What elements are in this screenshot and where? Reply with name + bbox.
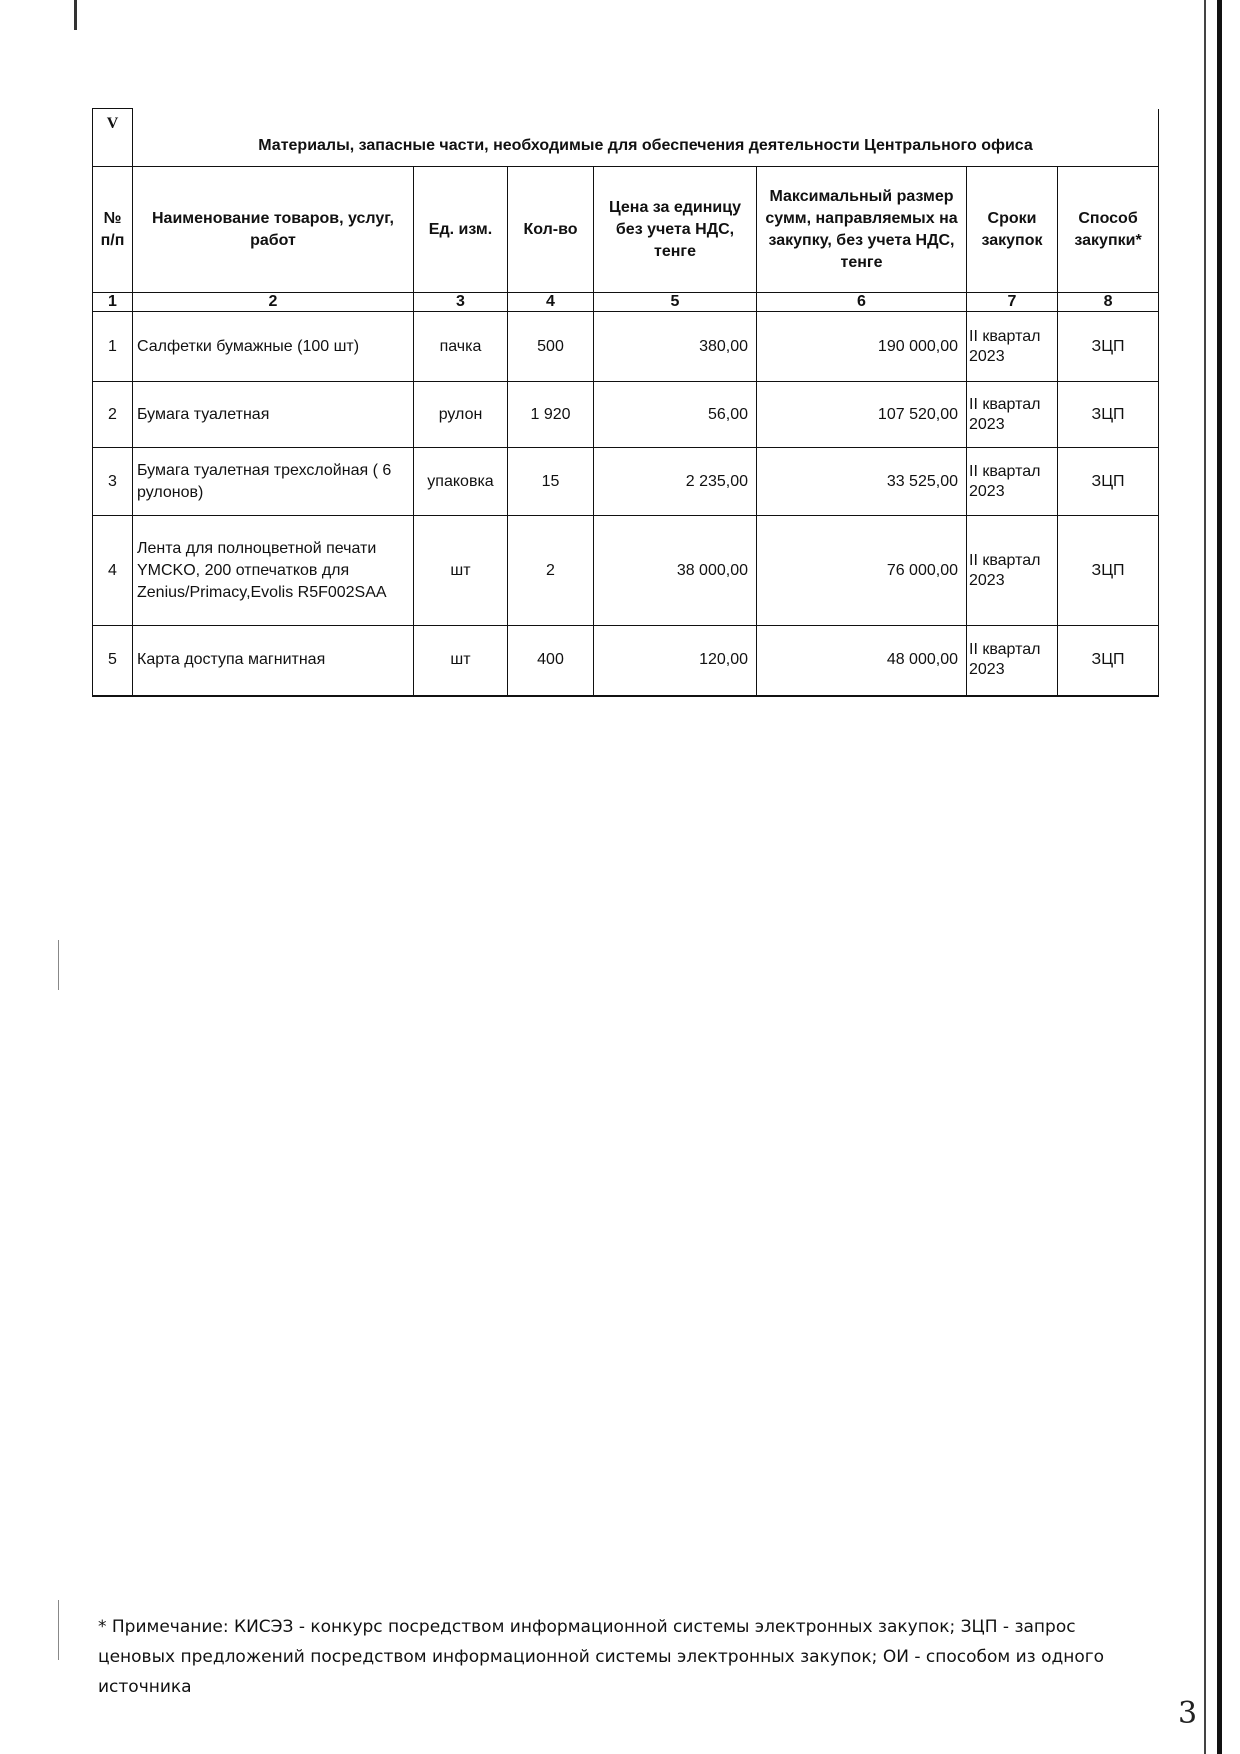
column-index: 1: [93, 293, 133, 312]
footnote: * Примечание: КИСЭЗ - конкурс посредством информационной системы электронных закупок; ЗЦП - запрос ценовых предложений посредством информационной системы электронных закупок; ОИ - способом из одного источника: [98, 1617, 1105, 1697]
row-qty: 15: [508, 448, 594, 516]
row-qty: 1 920: [508, 382, 594, 448]
scan-edge-line: [1204, 0, 1206, 1754]
row-price: 380,00: [594, 312, 757, 382]
header-method: Способ закупки*: [1058, 167, 1159, 293]
scan-mark: [58, 1600, 59, 1660]
row-name: Лента для полноцветной печати YMCKO, 200 отпечатков для Zenius/Primacy,Evolis R5F002SAA: [133, 516, 414, 626]
row-qty: 500: [508, 312, 594, 382]
row-no: 2: [93, 382, 133, 448]
procurement-table: [92, 108, 1159, 697]
column-index: 2: [133, 293, 414, 312]
header-total: Максимальный размер сумм, направляемых на закупку, без учета НДС, тенге: [757, 167, 967, 293]
row-total: 190 000,00: [757, 312, 967, 382]
row-price: 2 235,00: [594, 448, 757, 516]
header-qty: Кол-во: [508, 167, 594, 293]
column-index-row: [93, 293, 1159, 312]
row-name: Карта доступа магнитная: [133, 626, 414, 696]
row-term: [967, 516, 1058, 626]
row-unit: шт: [414, 516, 508, 626]
row-no: 1: [93, 312, 133, 382]
row-name: Бумага туалетная трехслойная ( 6 рулонов): [133, 448, 414, 516]
row-term-quarter: II квартал: [969, 641, 1041, 659]
row-term-year: 2023: [969, 415, 1005, 433]
row-unit: упаковка: [414, 448, 508, 516]
row-qty: 400: [508, 626, 594, 696]
row-term: [967, 448, 1058, 516]
row-price: 56,00: [594, 382, 757, 448]
row-total: 48 000,00: [757, 626, 967, 696]
section-title: Материалы, запасные части, необходимые для обеспечения деятельности Центрального офиса: [133, 109, 1159, 167]
column-index: 6: [757, 293, 967, 312]
row-no: 4: [93, 516, 133, 626]
header-name: Наименование товаров, услуг, работ: [133, 167, 414, 293]
row-method: ЗЦП: [1058, 516, 1159, 626]
row-term: [967, 312, 1058, 382]
scan-mark: [58, 940, 59, 990]
table-row: [93, 448, 1159, 516]
table-row: [93, 626, 1159, 696]
row-term-quarter: II квартал: [969, 327, 1041, 345]
column-index: 8: [1058, 293, 1159, 312]
row-unit: шт: [414, 626, 508, 696]
column-index: 3: [414, 293, 508, 312]
row-term-year: 2023: [969, 482, 1005, 500]
row-no: 5: [93, 626, 133, 696]
table-row: [93, 382, 1159, 448]
row-price: 120,00: [594, 626, 757, 696]
row-term-quarter: II квартал: [969, 462, 1041, 480]
row-unit: рулон: [414, 382, 508, 448]
header-term: Сроки закупок: [967, 167, 1058, 293]
scan-mark: [74, 0, 77, 30]
row-term: [967, 626, 1058, 696]
row-method: ЗЦП: [1058, 626, 1159, 696]
table-row: [93, 516, 1159, 626]
row-term: [967, 382, 1058, 448]
row-qty: 2: [508, 516, 594, 626]
column-index: 5: [594, 293, 757, 312]
row-method: ЗЦП: [1058, 312, 1159, 382]
row-name: Салфетки бумажные (100 шт): [133, 312, 414, 382]
row-term-year: 2023: [969, 347, 1005, 365]
row-term-quarter: II квартал: [969, 551, 1041, 569]
scan-edge: [1217, 0, 1222, 1754]
row-term-year: 2023: [969, 661, 1005, 679]
row-method: ЗЦП: [1058, 448, 1159, 516]
row-total: 76 000,00: [757, 516, 967, 626]
header-unit: Ед. изм.: [414, 167, 508, 293]
header-row: [93, 167, 1159, 293]
section-row: [93, 109, 1159, 167]
row-method: ЗЦП: [1058, 382, 1159, 448]
row-no: 3: [93, 448, 133, 516]
row-term-year: 2023: [969, 571, 1005, 589]
page-number: 3: [1178, 1696, 1198, 1731]
row-total: 33 525,00: [757, 448, 967, 516]
row-unit: пачка: [414, 312, 508, 382]
column-index: 4: [508, 293, 594, 312]
row-name: Бумага туалетная: [133, 382, 414, 448]
section-number: V: [93, 109, 133, 167]
header-no: № п/п: [93, 167, 133, 293]
row-price: 38 000,00: [594, 516, 757, 626]
row-total: 107 520,00: [757, 382, 967, 448]
header-price: Цена за единицу без учета НДС, тенге: [594, 167, 757, 293]
table-row: [93, 312, 1159, 382]
row-term-quarter: II квартал: [969, 395, 1041, 413]
column-index: 7: [967, 293, 1058, 312]
